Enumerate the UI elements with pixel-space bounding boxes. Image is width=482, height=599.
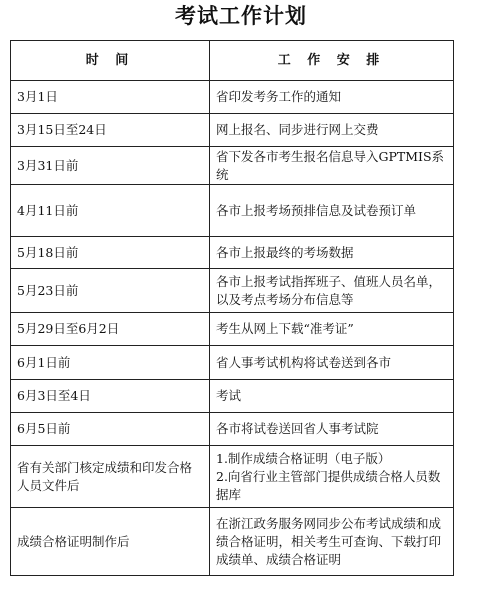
table-row [11,346,454,380]
row-time: 3月31日前 [11,147,210,185]
table-header-row [11,41,454,81]
row-time: 5月29日至6月2日 [11,313,210,346]
row-task: 省印发考务工作的通知 [210,81,454,114]
row-task: 省下发各市考生报名信息导入GPTMIS系统 [210,147,454,185]
task-line: 1.制作成绩合格证明（电子版） [216,450,391,466]
row-time: 6月1日前 [11,346,210,380]
row-time: 4月11日前 [11,185,210,237]
row-time: 5月23日前 [11,269,210,313]
table-row [11,446,454,508]
row-task [210,446,454,508]
document-title: 考试工作计划 [175,4,307,28]
table-row [11,413,454,446]
table-row [11,380,454,413]
header-time: 时 间 [11,41,210,81]
table-row [11,114,454,147]
row-task: 各市上报考场预排信息及试卷预订单 [210,185,454,237]
row-time: 3月1日 [11,81,210,114]
table-row [11,81,454,114]
table-row [11,185,454,237]
row-task: 考生从网上下载“准考证” [210,313,454,346]
row-task: 各市上报考试指挥班子、值班人员名单，以及考点考场分布信息等 [210,269,454,313]
row-time: 6月3日至4日 [11,380,210,413]
schedule-table [10,40,454,576]
row-time: 省有关部门核定成绩和印发合格人员文件后 [11,446,210,508]
row-task: 网上报名、同步进行网上交费 [210,114,454,147]
row-task: 各市上报最终的考场数据 [210,237,454,269]
table-row [11,237,454,269]
row-time: 成绩合格证明制作后 [11,508,210,576]
table-row [11,147,454,185]
row-task: 考试 [210,380,454,413]
row-task: 在浙江政务服务网同步公布考试成绩和成绩合格证明，相关考生可查询、下载打印成绩单、成绩合格证明 [210,508,454,576]
header-task: 工 作 安 排 [210,41,454,81]
task-line: 2.向省行业主管部门提供成绩合格人员数据库 [216,468,441,502]
row-task: 省人事考试机构将试卷送到各市 [210,346,454,380]
row-time: 6月5日前 [11,413,210,446]
row-task: 各市将试卷送回省人事考试院 [210,413,454,446]
table-row [11,508,454,576]
table-row [11,313,454,346]
table-row [11,269,454,313]
row-time: 5月18日前 [11,237,210,269]
row-time: 3月15日至24日 [11,114,210,147]
